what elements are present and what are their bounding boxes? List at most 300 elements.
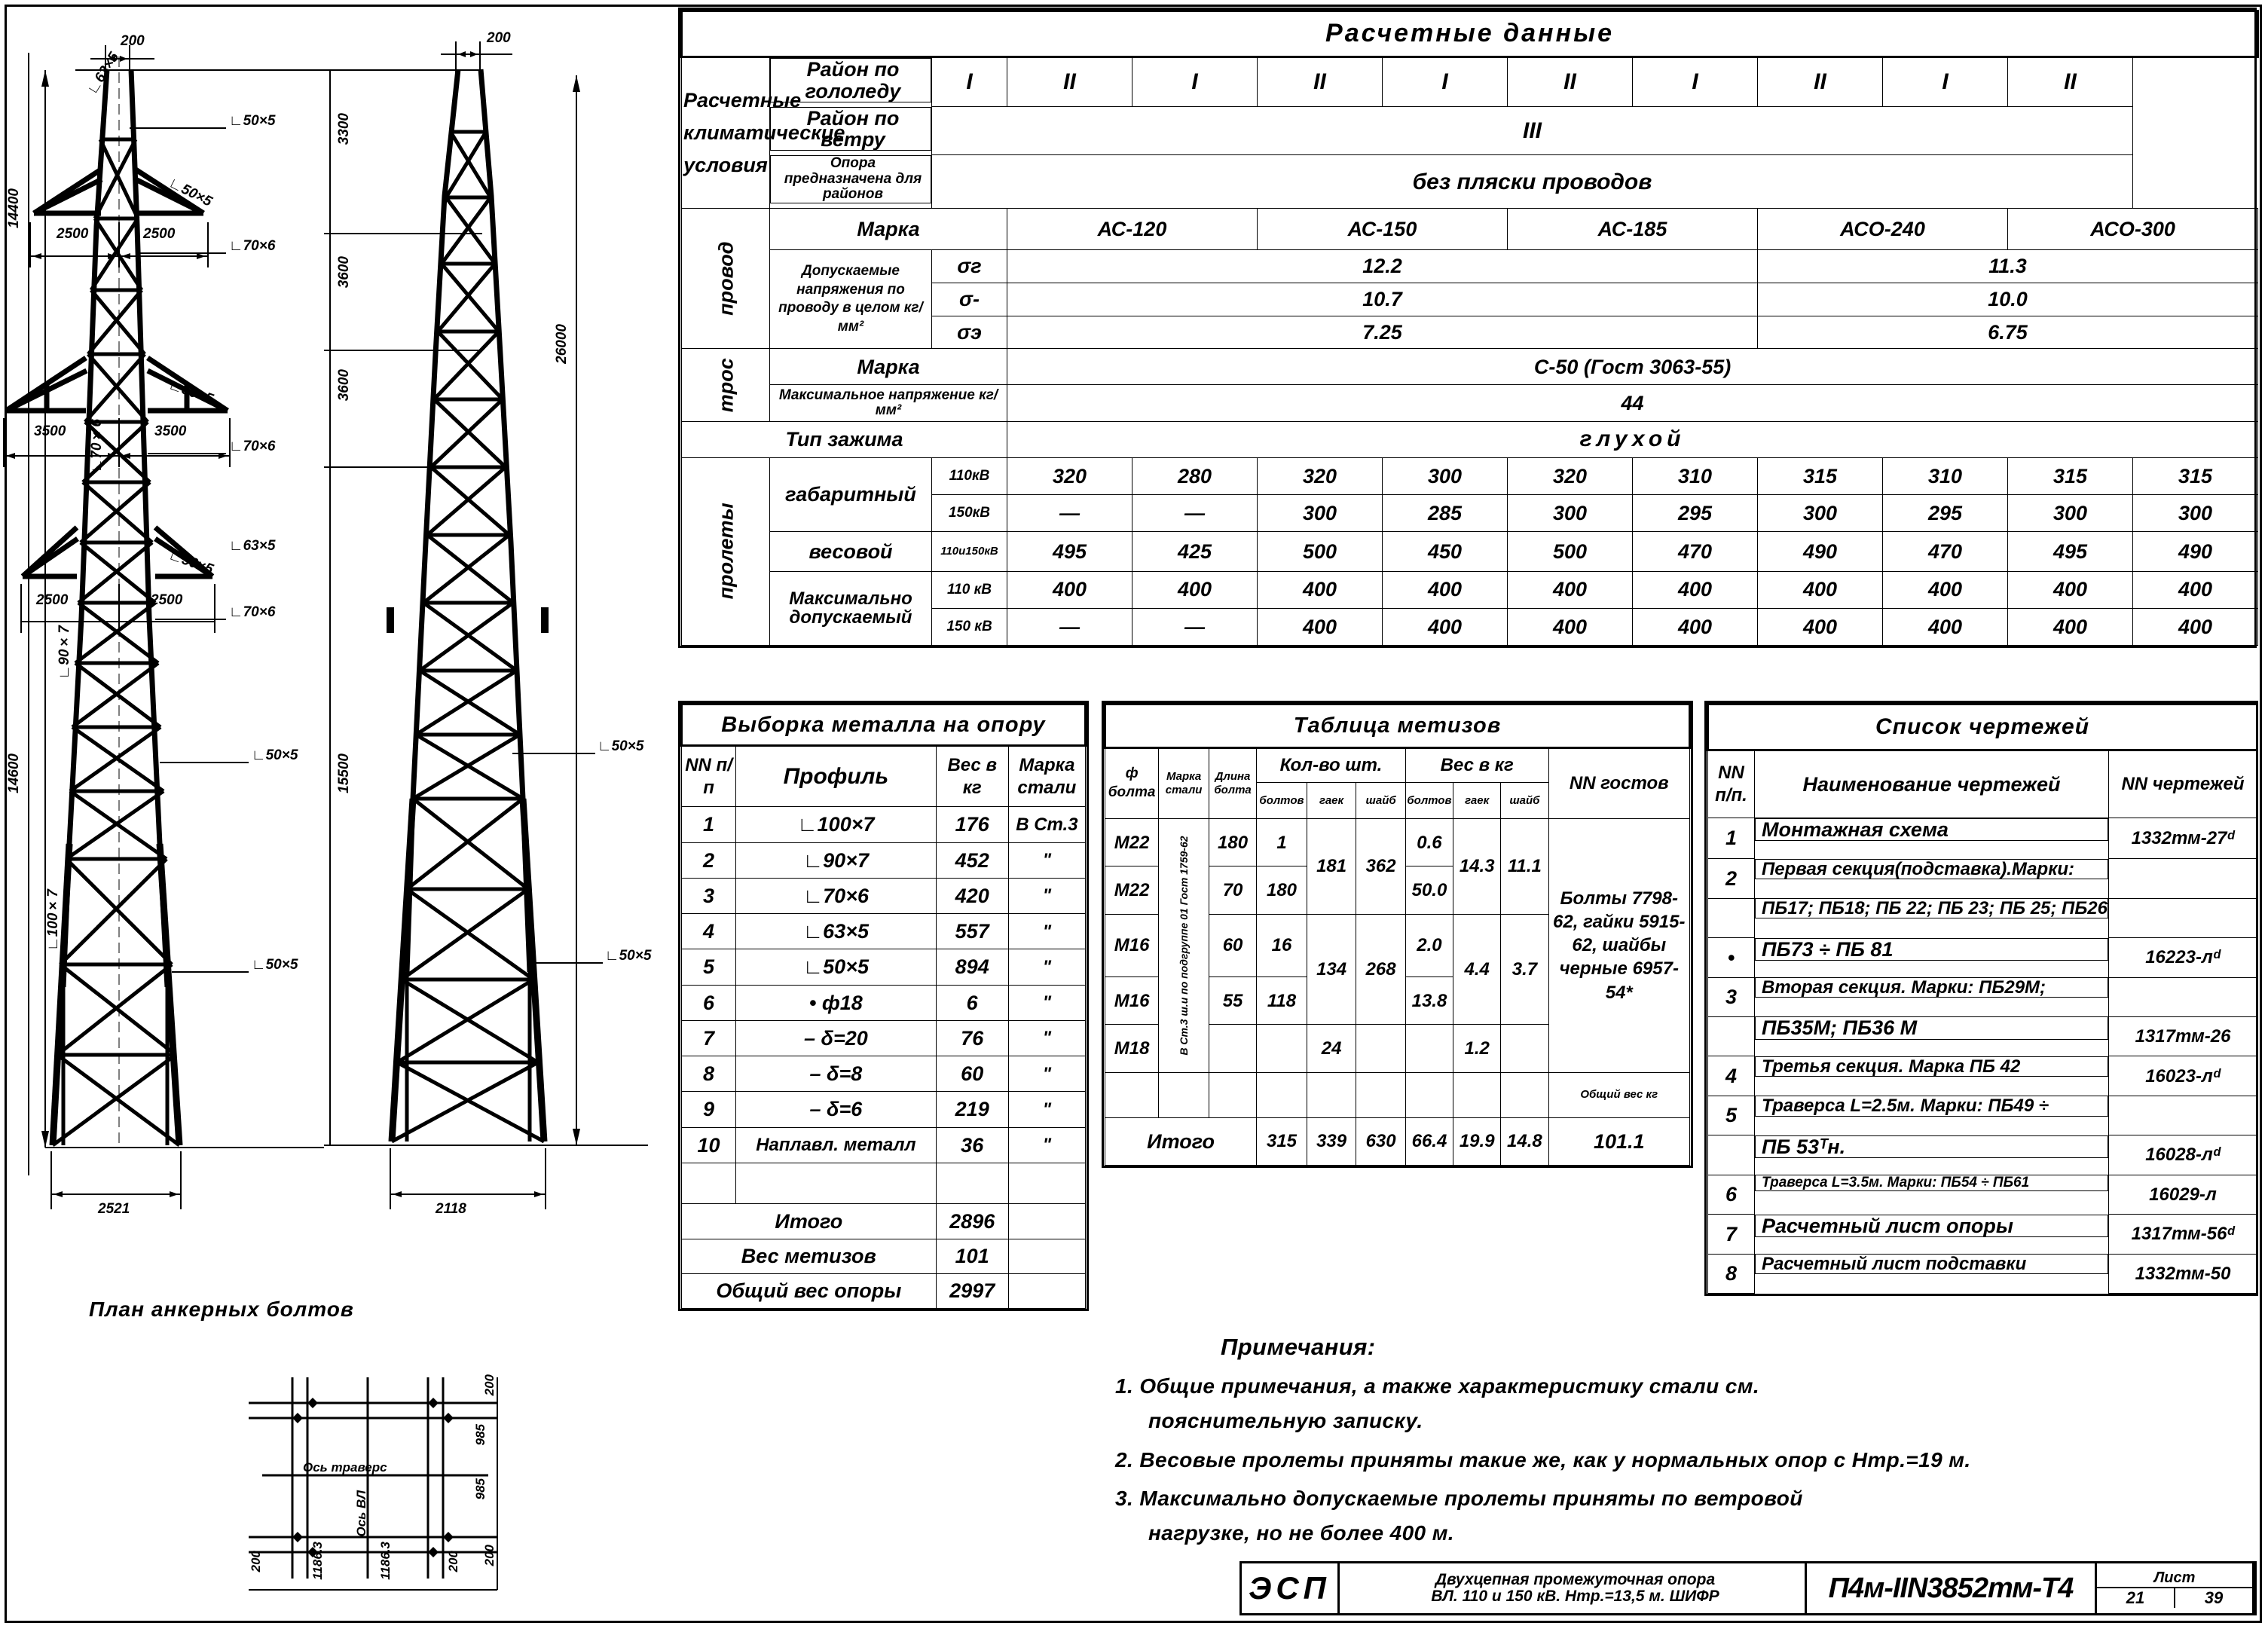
table-row: 55 [1209,976,1256,1024]
fasteners-table-title: Таблица метизов [1105,704,1690,748]
table-row [1356,1072,1406,1117]
front-lower-height-dim: 14600 [6,753,22,793]
table-row: 1.2 [1453,1025,1501,1072]
table-row [1008,1163,1085,1204]
table-row [936,1163,1008,1204]
sheet-number-block [2097,1563,2254,1613]
table-row [1708,1016,1755,1056]
table-row [736,1163,936,1204]
table-row: 60 [936,1056,1008,1092]
table-row: 219 [936,1092,1008,1127]
table-row: ∟50×5 [736,949,936,985]
span-value: 315 [2133,457,2258,494]
organization-name: ЭСП [1242,1563,1340,1613]
span-value: — [1007,608,1132,645]
table-row: В Ст.3 [1008,807,1085,842]
metal-total-label: Вес метизов [682,1239,937,1273]
fast-header-gost: NN гостов [1548,747,1689,818]
table-row: 2 [682,842,736,878]
table-row: 1 [1708,818,1755,859]
wire-marka-value: АСО-240 [1758,209,2008,250]
arm-dim-2500-l1: 2500 [57,226,89,242]
fast-total-bolts: 315 [1257,1117,1307,1165]
ice-region-value: II [1508,57,1633,107]
profile-label-12: ∟50×5 [252,747,298,763]
ice-region-value: I [1883,57,2008,107]
arm-dim-3500-l: 3500 [34,423,66,439]
profile-label-9: ∟70×6 [229,604,276,620]
metal-header-weight: Вес в кг [936,745,1008,807]
fast-gost-note: Болты 7798-62, гайки 5915-62, шайбы черные 6957-54* [1548,819,1689,1073]
table-row: ∟90×7 [736,842,936,878]
fast-total-weight-label: Общий вес кг [1548,1072,1689,1117]
table-row: 4 [1708,1056,1755,1096]
span-value: 300 [1258,494,1383,531]
description-line-2: ВЛ. 110 и 150 кВ. Нтр.=13,5 м. ШИФР [1431,1588,1719,1605]
table-row [2109,977,2257,1016]
span-value: 500 [1258,532,1383,571]
sheet-label: Лист [2097,1569,2252,1588]
table-row [1307,1072,1356,1117]
table-row: Наплавл. металл [736,1127,936,1163]
table-row: 3.7 [1501,914,1548,1024]
table-row [682,1163,736,1204]
table-row: 36 [936,1127,1008,1163]
table-row: 14.3 [1453,819,1501,915]
table-row [1405,1025,1453,1072]
note-item: пояснительную записку. [1148,1408,1423,1432]
plan-dim-v2: 985 [473,1424,488,1446]
side-base-width: 2118 [436,1201,466,1217]
metal-total-label: Итого [682,1204,937,1239]
metal-table-title: Выборка металла на опору [682,704,1086,746]
notes-title: Примечания: [1221,1334,1376,1360]
table-row: 6 [682,985,736,1020]
table-row: – δ=20 [736,1020,936,1056]
table-row [1257,1072,1307,1117]
front-height-dim: 14400 [6,188,22,228]
ice-region-value: I [1132,57,1258,107]
table-row: 24 [1307,1025,1356,1072]
fast-subheader: шайб [1501,782,1548,818]
plan-dim-h3: 1186.3 [378,1542,393,1580]
table-row: 16028-лᵈ [2109,1135,2257,1175]
arm-dim-2500-r2: 2500 [151,592,183,608]
table-row: Расчетный лист подставки [1755,1254,2108,1274]
span-value: 320 [1508,457,1633,494]
front-base-width: 2521 [98,1201,130,1217]
span-value: 400 [1258,608,1383,645]
span-value: 495 [1007,532,1132,571]
table-row: 6 [1708,1175,1755,1214]
table-row: ПБ17; ПБ18; ПБ 22; ПБ 23; ПБ 25; ПБ26 [1755,898,2108,918]
table-row: 176 [936,807,1008,842]
metal-header-steel: Марка стали [1008,745,1085,807]
table-row: " [1008,1020,1085,1056]
span-value: 400 [1132,571,1258,608]
span-value: 400 [1883,571,2008,608]
spans-group-label: пролеты [682,457,770,645]
wire-group-label: провод [682,209,770,349]
table-row: ∟100×7 [736,807,936,842]
table-row: 8 [1708,1254,1755,1293]
span-value: 400 [1007,571,1132,608]
fast-total-label: Итого [1105,1117,1257,1165]
table-row: 76 [936,1020,1008,1056]
span-name-gabarit: габаритный [770,457,932,531]
table-row: М22 [1105,866,1159,914]
span-value: 280 [1132,457,1258,494]
span-value: 490 [1758,532,1883,571]
ice-region-label: Район по гололеду [770,58,931,102]
note-item: 2. Весовые пролеты приняты такие же, как у нормальных опор с Нтр.=19 м. [1115,1447,1971,1472]
wire-stress-left: 10.7 [1007,283,1758,316]
side-top-dim: 200 [487,30,511,46]
table-row: – δ=8 [736,1056,936,1092]
table-row [2109,898,2257,937]
span-value: 400 [1383,571,1508,608]
fast-subheader: болтов [1257,782,1307,818]
span-value: 400 [2008,608,2133,645]
table-row: 362 [1356,819,1406,915]
span-value: 400 [1883,608,2008,645]
table-row: 4 [682,914,736,949]
metal-header-profile: Профиль [736,745,936,807]
ice-region-value: I [1633,57,1758,107]
table-row [1159,1072,1209,1117]
table-row: Расчетный лист опоры [1755,1215,2108,1237]
anchor-plan-title: План анкерных болтов [89,1297,354,1321]
arm-dim-3500-r: 3500 [154,423,187,439]
table-row: 16029-л [2109,1175,2257,1214]
wire-marka-value: АС-120 [1007,209,1258,250]
table-row [1708,1135,1755,1175]
span-value: 320 [1007,457,1132,494]
profile-label-6: ∟70×6 [229,439,276,454]
table-row: ПБ73 ÷ ПБ 81 [1755,938,2108,961]
side-profile-1: ∟50×5 [598,738,644,754]
span-value: 295 [1883,494,2008,531]
wind-region-value: III [932,107,2133,155]
axis-line-label: Ось ВЛ [354,1490,368,1537]
ice-region-value: I [1383,57,1508,107]
clamp-label: Тип зажима [682,421,1007,457]
table-row: Монтажная схема [1755,818,2108,841]
span-value: 400 [2133,571,2258,608]
tower-elevation-svg [0,0,678,1629]
table-row: 8 [682,1056,736,1092]
table-row: ∟70×6 [736,878,936,913]
table-row: 1317тм-26 [2109,1016,2257,1056]
plan-dim-v4: 200 [482,1545,497,1566]
profile-label-4: ∟70×6 [229,238,276,254]
table-row: 1332тм-27ᵈ [2109,818,2257,859]
span-value: 310 [1883,457,2008,494]
profile-label-70x6-v: ∟70×6 [89,419,105,473]
table-row [1257,1025,1307,1072]
table-row: " [1008,878,1085,913]
side-profile-2: ∟50×5 [605,948,652,964]
table-row: 7 [1708,1215,1755,1254]
arm-dim-2500-r1: 2500 [143,226,176,242]
table-row: М18 [1105,1025,1159,1072]
ice-region-value: II [1007,57,1132,107]
wire-stress-symbol: σ- [932,283,1007,316]
plan-dim-v1: 200 [482,1374,497,1396]
front-top-dim: 200 [121,33,145,49]
table-row: 16023-лᵈ [2109,1056,2257,1096]
fast-subheader: шайб [1356,782,1406,818]
wire-marka-value: АС-185 [1508,209,1758,250]
ice-region-value: II [1258,57,1383,107]
metal-header-no: NN п/п [682,745,736,807]
table-row: Вторая секция. Марки: ПБ29М; [1755,977,2108,998]
table-row: 5 [682,949,736,985]
notes-block [1115,1334,2245,1554]
fast-steel-note: В Ст.3 ш.и по подгруппе 01 Гост 1759-62 [1159,819,1209,1073]
table-row: 268 [1356,914,1406,1024]
table-row: 5 [1708,1096,1755,1135]
table-row: " [1008,1092,1085,1127]
span-name-max: Максимально допускаемый [770,571,932,645]
climate-group-label: Расчетные климатические условия [682,57,770,209]
span-value: 495 [2008,532,2133,571]
table-row: 134 [1307,914,1356,1024]
table-row: • ф18 [736,985,936,1020]
span-value: 310 [1633,457,1758,494]
wire-stress-label: Допускаемые напряжения по проводу в целом кг/мм² [770,250,932,349]
metal-total-blank [1008,1273,1085,1308]
table-row: " [1008,1127,1085,1163]
metal-total-label: Общий вес опоры [682,1273,937,1308]
table-row: М16 [1105,914,1159,976]
table-row: 180 [1209,819,1256,866]
table-row: 7 [682,1020,736,1056]
tower-drawings-area [0,0,678,1629]
profile-label-1: ∟50×5 [229,113,276,129]
fast-header-length: Длина болта [1209,747,1256,818]
table-row: 452 [936,842,1008,878]
table-row [2109,859,2257,898]
wire-stress-left: 12.2 [1007,250,1758,283]
ice-region-value: II [2008,57,2133,107]
table-row: " [1008,842,1085,878]
span-sub: 110 кВ [932,571,1007,608]
plan-dim-h1: 200 [249,1551,263,1572]
fast-header-steel: Марка стали [1159,747,1209,818]
table-row: 420 [936,878,1008,913]
span-sub: 150 кВ [932,608,1007,645]
table-row: – δ=6 [736,1092,936,1127]
span-value: 315 [1758,457,1883,494]
wire-stress-right: 11.3 [1758,250,2258,283]
plan-dim-v3: 985 [473,1478,488,1500]
note-item: нагрузке, но не более 400 м. [1148,1521,1454,1545]
span-value: 400 [2008,571,2133,608]
span-value: 470 [1883,532,2008,571]
drawings-list-table [1704,701,2258,1296]
metal-total-value: 2997 [936,1273,1008,1308]
fast-header-qty: Кол-во шт. [1257,747,1406,782]
table-row: 2 [1708,859,1755,898]
table-row: " [1008,914,1085,949]
span-value: 300 [2133,494,2258,531]
table-row [1356,1025,1406,1072]
calc-table-title: Расчетные данные [682,11,2258,57]
table-row [1501,1025,1548,1072]
drawing-code: П4м-IIN3852тм-Т4 [1807,1563,2097,1613]
span-value: — [1007,494,1132,531]
profile-label-7: ∟63×5 [229,538,276,554]
span-value: 500 [1508,532,1633,571]
table-row: 16 [1257,914,1307,976]
table-row: 557 [936,914,1008,949]
fast-total-weight: 101.1 [1548,1117,1689,1165]
table-row: Третья секция. Марка ПБ 42 [1755,1056,2108,1077]
cable-max-stress-value: 44 [1007,385,2258,421]
wire-stress-right: 6.75 [1758,316,2258,349]
ice-region-value: I [932,57,1007,107]
table-row: • [1708,938,1755,977]
span-value: 300 [1508,494,1633,531]
wind-region-label: Район по ветру [770,107,931,151]
table-row: " [1008,985,1085,1020]
span-value: 490 [2133,532,2258,571]
metal-selection-table [678,701,1089,1311]
table-row: 4.4 [1453,914,1501,1024]
fast-header-weight: Вес в кг [1405,747,1548,782]
fast-subheader: гаек [1453,782,1501,818]
table-row: 1332тм-50 [2109,1254,2257,1293]
table-row: 118 [1257,976,1307,1024]
span-value: 400 [1508,608,1633,645]
table-row: 9 [682,1092,736,1127]
side-seg-3600-b: 3600 [336,369,352,402]
table-row: 6 [936,985,1008,1020]
span-value: 315 [2008,457,2133,494]
table-row: 1317тм-56ᵈ [2109,1215,2257,1254]
fast-total-nuts: 339 [1307,1117,1356,1165]
wire-marka-value: АСО-300 [2008,209,2258,250]
profile-label-13: ∟50×5 [252,957,298,973]
note-item: 1. Общие примечания, а также характеристику стали см. [1115,1374,1760,1398]
table-row [1105,1072,1159,1117]
table-row: 181 [1307,819,1356,915]
fast-subheader: болтов [1405,782,1453,818]
fast-total-ww: 14.8 [1501,1117,1548,1165]
span-value: 295 [1633,494,1758,531]
title-block [1239,1561,2257,1615]
table-row: 1 [682,807,736,842]
span-value: 400 [1258,571,1383,608]
cable-marka-value: С-50 (Гост 3063-55) [1007,349,2258,385]
table-row: " [1008,1056,1085,1092]
table-row: 50.0 [1405,866,1453,914]
draw-header-code: NN чертежей [2109,750,2257,818]
profile-label-8: ∟50×5 [166,547,215,578]
ice-region-value: II [1758,57,1883,107]
table-row: 13.8 [1405,976,1453,1024]
fasteners-table [1102,701,1693,1168]
drawings-table-title: Список чертежей [1708,704,2257,750]
table-row: М22 [1105,819,1159,866]
metal-total-blank [1008,1239,1085,1273]
wire-stress-symbol: σг [932,250,1007,283]
side-seg-3300: 3300 [336,113,352,145]
fast-subheader: гаек [1307,782,1356,818]
span-value: 450 [1383,532,1508,571]
table-row: М16 [1105,976,1159,1024]
side-mid-height: 15500 [336,753,352,793]
table-row: 11.1 [1501,819,1548,915]
span-value: 400 [1758,571,1883,608]
wire-stress-symbol: σэ [932,316,1007,349]
span-value: 400 [1633,608,1758,645]
span-value: — [1132,608,1258,645]
table-row: 3 [1708,977,1755,1016]
profile-label-5: ∟50×5 [166,377,215,408]
metal-total-value: 2896 [936,1204,1008,1239]
table-row [1708,898,1755,937]
span-sub: 110и150кВ [932,532,1007,571]
fast-header-dia: ф болта [1105,747,1159,818]
table-row: 180 [1257,866,1307,914]
profile-label-3: ∟50×5 [166,175,215,210]
table-row: 894 [936,949,1008,985]
calculation-data-table [678,8,2257,648]
table-row: 1 [1257,819,1307,866]
clamp-value: глухой [1007,421,2258,457]
arm-dim-2500-l2: 2500 [36,592,69,608]
span-value: — [1132,494,1258,531]
wire-stress-right: 10.0 [1758,283,2258,316]
table-row: ∟63×5 [736,914,936,949]
table-row: 16223-лᵈ [2109,938,2257,977]
fast-total-wn: 19.9 [1453,1117,1501,1165]
span-value: 470 [1633,532,1758,571]
drawing-description [1340,1563,1807,1613]
description-line-1: Двухцепная промежуточная опора [1435,1570,1716,1588]
table-row: 2.0 [1405,914,1453,976]
span-value: 400 [1758,608,1883,645]
span-value: 300 [2008,494,2133,531]
table-row: ПБ 53ᵀн. [1755,1135,2108,1158]
note-item: 3. Максимально допускаемые пролеты приняты по ветровой [1115,1487,1803,1511]
sheet-total: 39 [2204,1588,2224,1607]
cable-marka-label: Марка [770,349,1007,385]
table-row: 0.6 [1405,819,1453,866]
cable-group-label: трос [682,349,770,421]
span-sub: 150кВ [932,494,1007,531]
metal-total-value: 101 [936,1239,1008,1273]
side-seg-3600-a: 3600 [336,256,352,289]
span-value: 285 [1383,494,1508,531]
sheet-number: 21 [2097,1588,2175,1608]
table-row [1209,1025,1256,1072]
draw-header-no: NN п/п. [1708,750,1755,818]
span-value: 425 [1132,532,1258,571]
plan-dim-h4: 200 [446,1551,460,1572]
table-row [1453,1072,1501,1117]
profile-label-10: ∟90×7 [57,625,72,680]
span-value: 300 [1758,494,1883,531]
dance-label: Опора предназначена для районов [770,155,931,204]
dance-value: без пляски проводов [932,155,2133,209]
cable-max-stress-label: Максимальное напряжение кг/мм² [770,385,1007,421]
span-value: 400 [1383,608,1508,645]
span-value: 400 [1633,571,1758,608]
table-row: Траверса L=2.5м. Марки: ПБ49 ÷ [1755,1096,2108,1116]
